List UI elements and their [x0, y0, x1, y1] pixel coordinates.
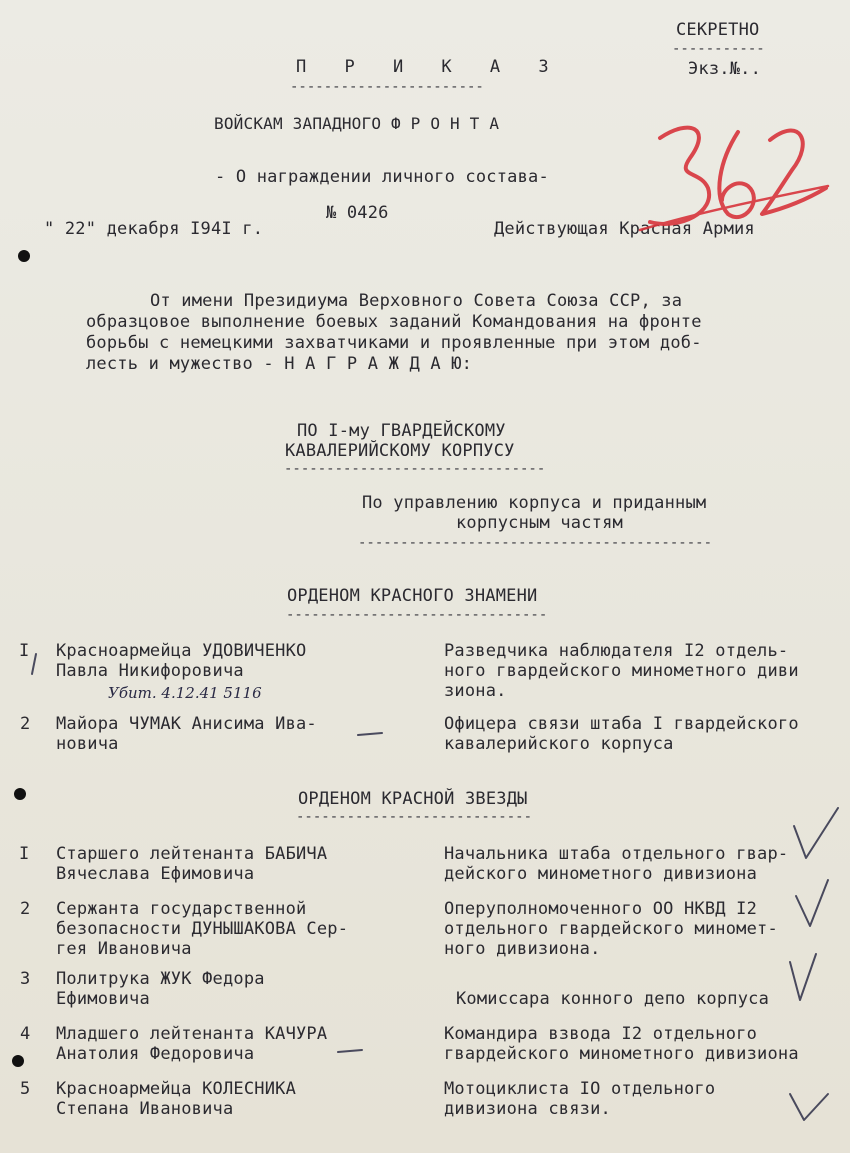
- document-title: П Р И К А З: [296, 57, 563, 77]
- title-underline: -----------------------: [290, 79, 484, 95]
- preamble-line: борьбы с немецкими захватчиками и проявленные при этом доб-: [86, 333, 702, 353]
- award-heading-underline: -------------------------------: [286, 607, 548, 623]
- entry-number: 2: [20, 714, 31, 734]
- entry-desc-line: Командира взвода I2 отдельного: [444, 1024, 758, 1044]
- entry-name-line: Политрука ЖУК Федора: [56, 969, 265, 989]
- copy-number-label: Экз.№..: [688, 59, 762, 79]
- entry-desc-line: дейского минометного дивизиона: [444, 864, 758, 884]
- entry-name-line: безопасности ДУНЫШАКОВА Сер-: [56, 919, 349, 939]
- preamble-line: образцовое выполнение боевых заданий Командования на фронте: [86, 312, 702, 332]
- entry-desc-line: ного гвардейского минометного диви: [444, 661, 799, 681]
- entry-desc-line: Комиссара конного депо корпуса: [456, 989, 770, 1009]
- entry-name-line: Павла Никифоровича: [56, 661, 244, 681]
- entry-number: 5: [20, 1079, 31, 1099]
- entry-desc-line: отдельного гвардейского миномет-: [444, 919, 778, 939]
- entry-desc-line: Начальника штаба отдельного гвар-: [444, 844, 789, 864]
- entry-desc-line: Офицера связи штаба I гвардейского: [444, 714, 799, 734]
- entry-name-line: новича: [56, 734, 119, 754]
- entry-name-line: Сержанта государственной: [56, 899, 307, 919]
- award-heading: ОРДЕНОМ КРАСНОЙ ЗВЕЗДЫ: [298, 789, 528, 809]
- corps-heading-line: ПО I-му ГВАРДЕЙСКОМУ: [297, 421, 506, 441]
- corps-heading-line: КАВАЛЕРИЙСКОМУ КОРПУСУ: [285, 441, 515, 461]
- check-mark: [790, 954, 816, 1000]
- unit-heading-underline: ------------------------------------------: [358, 535, 713, 551]
- issuing-place: Действующая Красная Армия: [494, 219, 755, 239]
- entry-name-line: Красноармейца КОЛЕСНИКА: [56, 1079, 297, 1099]
- check-mark: [790, 1094, 828, 1120]
- award-heading-underline: ----------------------------: [296, 809, 533, 825]
- unit-heading-line: корпусным частям: [456, 513, 623, 533]
- entry-number: 3: [20, 969, 31, 989]
- entry-number: I: [19, 844, 30, 864]
- entry-number: 2: [20, 899, 31, 919]
- entry-name-line: Анатолия Федоровича: [56, 1044, 255, 1064]
- entry-desc-line: Разведчика наблюдателя I2 отдель-: [444, 641, 789, 661]
- entry-desc-line: гвардейского минометного дивизиона: [444, 1044, 799, 1064]
- ink-dash: [338, 1050, 362, 1052]
- entry-name-line: Ефимовича: [56, 989, 150, 1009]
- entry-name-line: Старшего лейтенанта БАБИЧА: [56, 844, 328, 864]
- entry-name-line: Младшего лейтенанта КАЧУРА: [56, 1024, 328, 1044]
- handwritten-annotation: Убит. 4.12.41 5116: [108, 684, 262, 702]
- award-heading: ОРДЕНОМ КРАСНОГО ЗНАМЕНИ: [287, 586, 538, 606]
- ink-dash: [358, 733, 382, 735]
- unit-heading-line: По управлению корпуса и приданным: [362, 493, 707, 513]
- entry-name-line: Вячеслава Ефимовича: [56, 864, 255, 884]
- entry-desc-line: дивизиона связи.: [444, 1099, 611, 1119]
- corps-heading-underline: -------------------------------: [284, 461, 546, 477]
- entry-number: I: [19, 641, 30, 661]
- entry-number: 4: [20, 1024, 31, 1044]
- entry-name-line: Красноармейца УДОВИЧЕНКО: [56, 641, 307, 661]
- document-subject: - О награждении личного состава-: [215, 167, 549, 187]
- entry-desc-line: зиона.: [444, 681, 507, 701]
- classification-stamp: СЕКРЕТНО: [676, 20, 760, 40]
- document-date: " 22" декабря I94I г.: [44, 219, 264, 239]
- preamble-line: лесть и мужество - Н А Г Р А Ж Д А Ю:: [86, 354, 473, 374]
- check-mark: [794, 808, 838, 858]
- entry-name-line: Степана Ивановича: [56, 1099, 234, 1119]
- preamble-line: От имени Президиума Верховного Совета Союза ССР, за: [150, 291, 683, 311]
- entry-desc-line: кавалерийского корпуса: [444, 734, 674, 754]
- check-mark: [796, 880, 828, 926]
- classification-underline: -----------: [672, 41, 765, 57]
- ink-tick: [32, 654, 36, 674]
- document-addressee: ВОЙСКАМ ЗАПАДНОГО Ф Р О Н Т А: [214, 114, 500, 133]
- entry-name-line: гея Ивановича: [56, 939, 192, 959]
- entry-desc-line: Оперуполномоченного ОО НКВД I2: [444, 899, 758, 919]
- entry-desc-line: Мотоциклиста IO отдельного: [444, 1079, 716, 1099]
- entry-name-line: Майора ЧУМАК Анисима Ива-: [56, 714, 317, 734]
- entry-desc-line: ного дивизиона.: [444, 939, 601, 959]
- order-number: № 0426: [326, 203, 389, 223]
